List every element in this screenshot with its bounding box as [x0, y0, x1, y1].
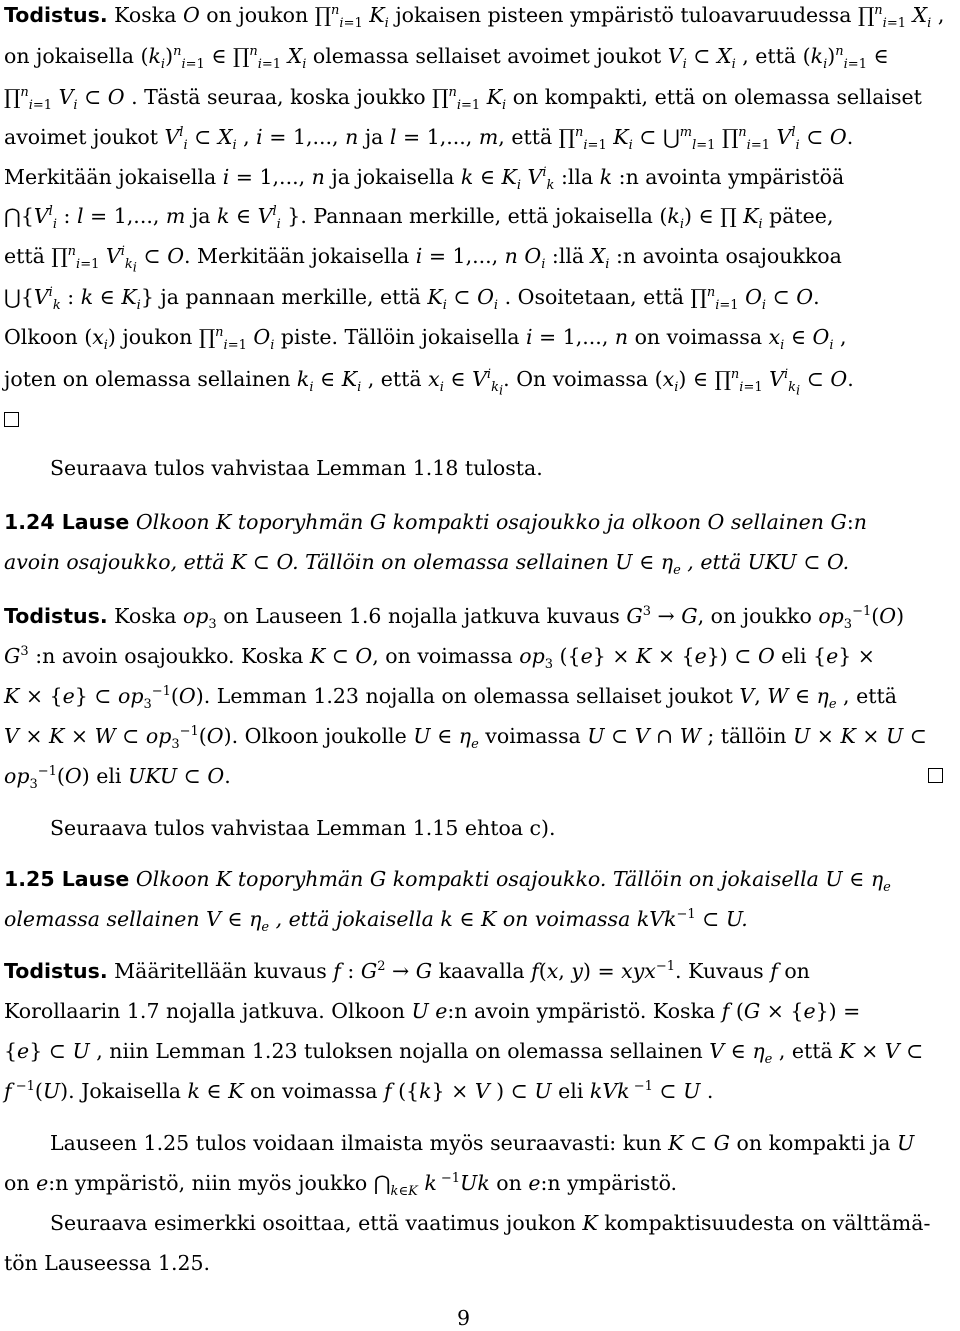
- text-line: Merkitään jokaisella i = 1,..., n ja jokaisella k ∈ $K_i$ $V^i_k$ :lla k :n avointa ympäristöä: [4, 165, 845, 194]
- text-line: $⋂\{V^l_i$ : l = 1,..., m ja k ∈ $V^l_i$ }. Pannaan merkille, että jokaisella $(k_i)$ ∈ ∏ $K_i$ pätee,: [4, 204, 834, 233]
- text-line: Seuraava tulos vahvistaa Lemman 1.18 tulosta.: [50, 456, 543, 480]
- text-line: on e:n ympäristö, niin myös joukko $⋂_{k\in K}$ k $^{-1}$Uk on e:n ympäristö.: [4, 1171, 678, 1200]
- qed-square-icon: [928, 768, 943, 783]
- text-line: Seuraava tulos vahvistaa Lemman 1.15 ehtoa c).: [50, 816, 556, 840]
- text-line: että ∏$^n_{i=1}$ $V^i_{k_i}$ ⊂ O. Merkitään jokaisella i = 1,..., n $O_i$ :llä $X_i$ :n avointa osajoukkoa: [4, 244, 842, 276]
- text-line: 1.24 Lause Olkoon K toporyhmän G kompakti osajoukko ja olkoon O sellainen G:n: [4, 510, 867, 534]
- text-line: 1.25 Lause Olkoon K toporyhmän G kompakti osajoukko. Tällöin on jokaisella U ∈ $\eta_e$: [4, 867, 891, 896]
- text-line: Todistus. Määritellään kuvaus f : $G^2 \to G$ kaavalla f(x, y) = xyx$^{-1}$. Kuvaus f on: [4, 959, 810, 983]
- text-line: $⋃\{V^i_k$ : k ∈ $K_i$} ja pannaan merkille, että $K_i$ ⊂ $O_i$ . Osoitetaan, että ∏$^n_{i=1}$ $O_i$ ⊂ O.: [4, 285, 820, 314]
- text-line: olemassa sellainen V ∈ $\eta_e$ , että jokaisella k ∈ K on voimassa kVk$^{-1}$ ⊂ U.: [4, 907, 748, 936]
- text-line: on jokaisella $(k_i)^n_{i=1}$ ∈ ∏$^n_{i=1}$ $X_i$ olemassa sellaiset avoimet joukot $V_i$ ⊂ $X_i$ , että $(k_i)^n_{i=1}$ ∈: [4, 44, 889, 73]
- text-line: Todistus. Koska $op_3$ on Lauseen 1.6 nojalla jatkuva kuvaus $G^3 \to G$, on joukko $op_3^{-1}(O)$: [4, 604, 905, 633]
- text-line: V × K × W ⊂ $op_3^{-1}(O)$. Olkoon joukolle U ∈ $\eta_e$ voimassa U ⊂ V ∩ W ; tällöin U × K × U ⊂: [4, 724, 927, 753]
- text-line: Olkoon $(x_i)$ joukon ∏$^n_{i=1}$ $O_i$ piste. Tällöin jokaisella i = 1,..., n on voimassa $x_i$ ∈ $O_i$ ,: [4, 325, 847, 354]
- text-line: Lauseen 1.25 tulos voidaan ilmaista myös seuraavasti: kun K ⊂ G on kompakti ja U: [50, 1131, 915, 1155]
- text-line: f $^{-1}$(U). Jokaisella k ∈ K on voimassa f ({k} × V ) ⊂ U eli kVk $^{-1}$ ⊂ U .: [4, 1079, 714, 1103]
- text-line: K × {e} ⊂ $op_3^{-1}(O)$. Lemman 1.23 nojalla on olemassa sellaiset joukot V, W ∈ $\eta_e$ , että: [4, 684, 897, 713]
- text-line: Seuraava esimerkki osoittaa, että vaatimus joukon K kompaktisuudesta on välttämä-: [50, 1211, 931, 1235]
- text-line: joten on olemassa sellainen $k_i$ ∈ $K_i$ , että $x_i$ ∈ $V^i_{k_i}$. On voimassa $(x_i)$ ∈ ∏$^n_{i=1}$ $V^i_{k_i}$ ⊂ O.: [4, 367, 854, 399]
- text-line: Todistus. Koska O on joukon ∏$^n_{i=1}$ $K_i$ jokaisen pisteen ympäristö tuloavaruudessa ∏$^n_{i=1}$ $X_i$ ,: [4, 3, 945, 32]
- text-line: $op_3^{-1}(O)$ eli UKU ⊂ O.: [4, 764, 231, 793]
- text-line: ∏$^n_{i=1}$ $V_i$ ⊂ O . Tästä seuraa, koska joukko ∏$^n_{i=1}$ $K_i$ on kompakti, että on olemassa sellaiset: [4, 85, 922, 114]
- text-line: avoin osajoukko, että K ⊂ O. Tällöin on olemassa sellainen U ∈ $\eta_e$ , että UKU ⊂ O.: [4, 550, 850, 579]
- page-number: 9: [457, 1306, 471, 1330]
- text-line: {e} ⊂ U , niin Lemman 1.23 tuloksen nojalla on olemassa sellainen V ∈ $\eta_e$ , että K × V ⊂: [4, 1039, 924, 1068]
- text-line: Korollaarin 1.7 nojalla jatkuva. Olkoon U e:n avoin ympäristö. Koska f (G × {e}) =: [4, 999, 861, 1023]
- text-line: tön Lauseessa 1.25.: [4, 1251, 211, 1275]
- qed-square-icon: [4, 412, 19, 427]
- text-line: avoimet joukot $V^l_i$ ⊂ $X_i$ , i = 1,..., n ja l = 1,..., m, että ∏$^n_{i=1}$ $K_i$ ⊂ ⋃$^m_{l=1}$ ∏$^n_{i=1}$ $V^l_i$ ⊂ O.: [4, 125, 854, 154]
- text-line: $G^3$ :n avoin osajoukko. Koska K ⊂ O, on voimassa $op_3$ ({e} × K × {e}) ⊂ O eli {e} ×: [4, 644, 875, 673]
